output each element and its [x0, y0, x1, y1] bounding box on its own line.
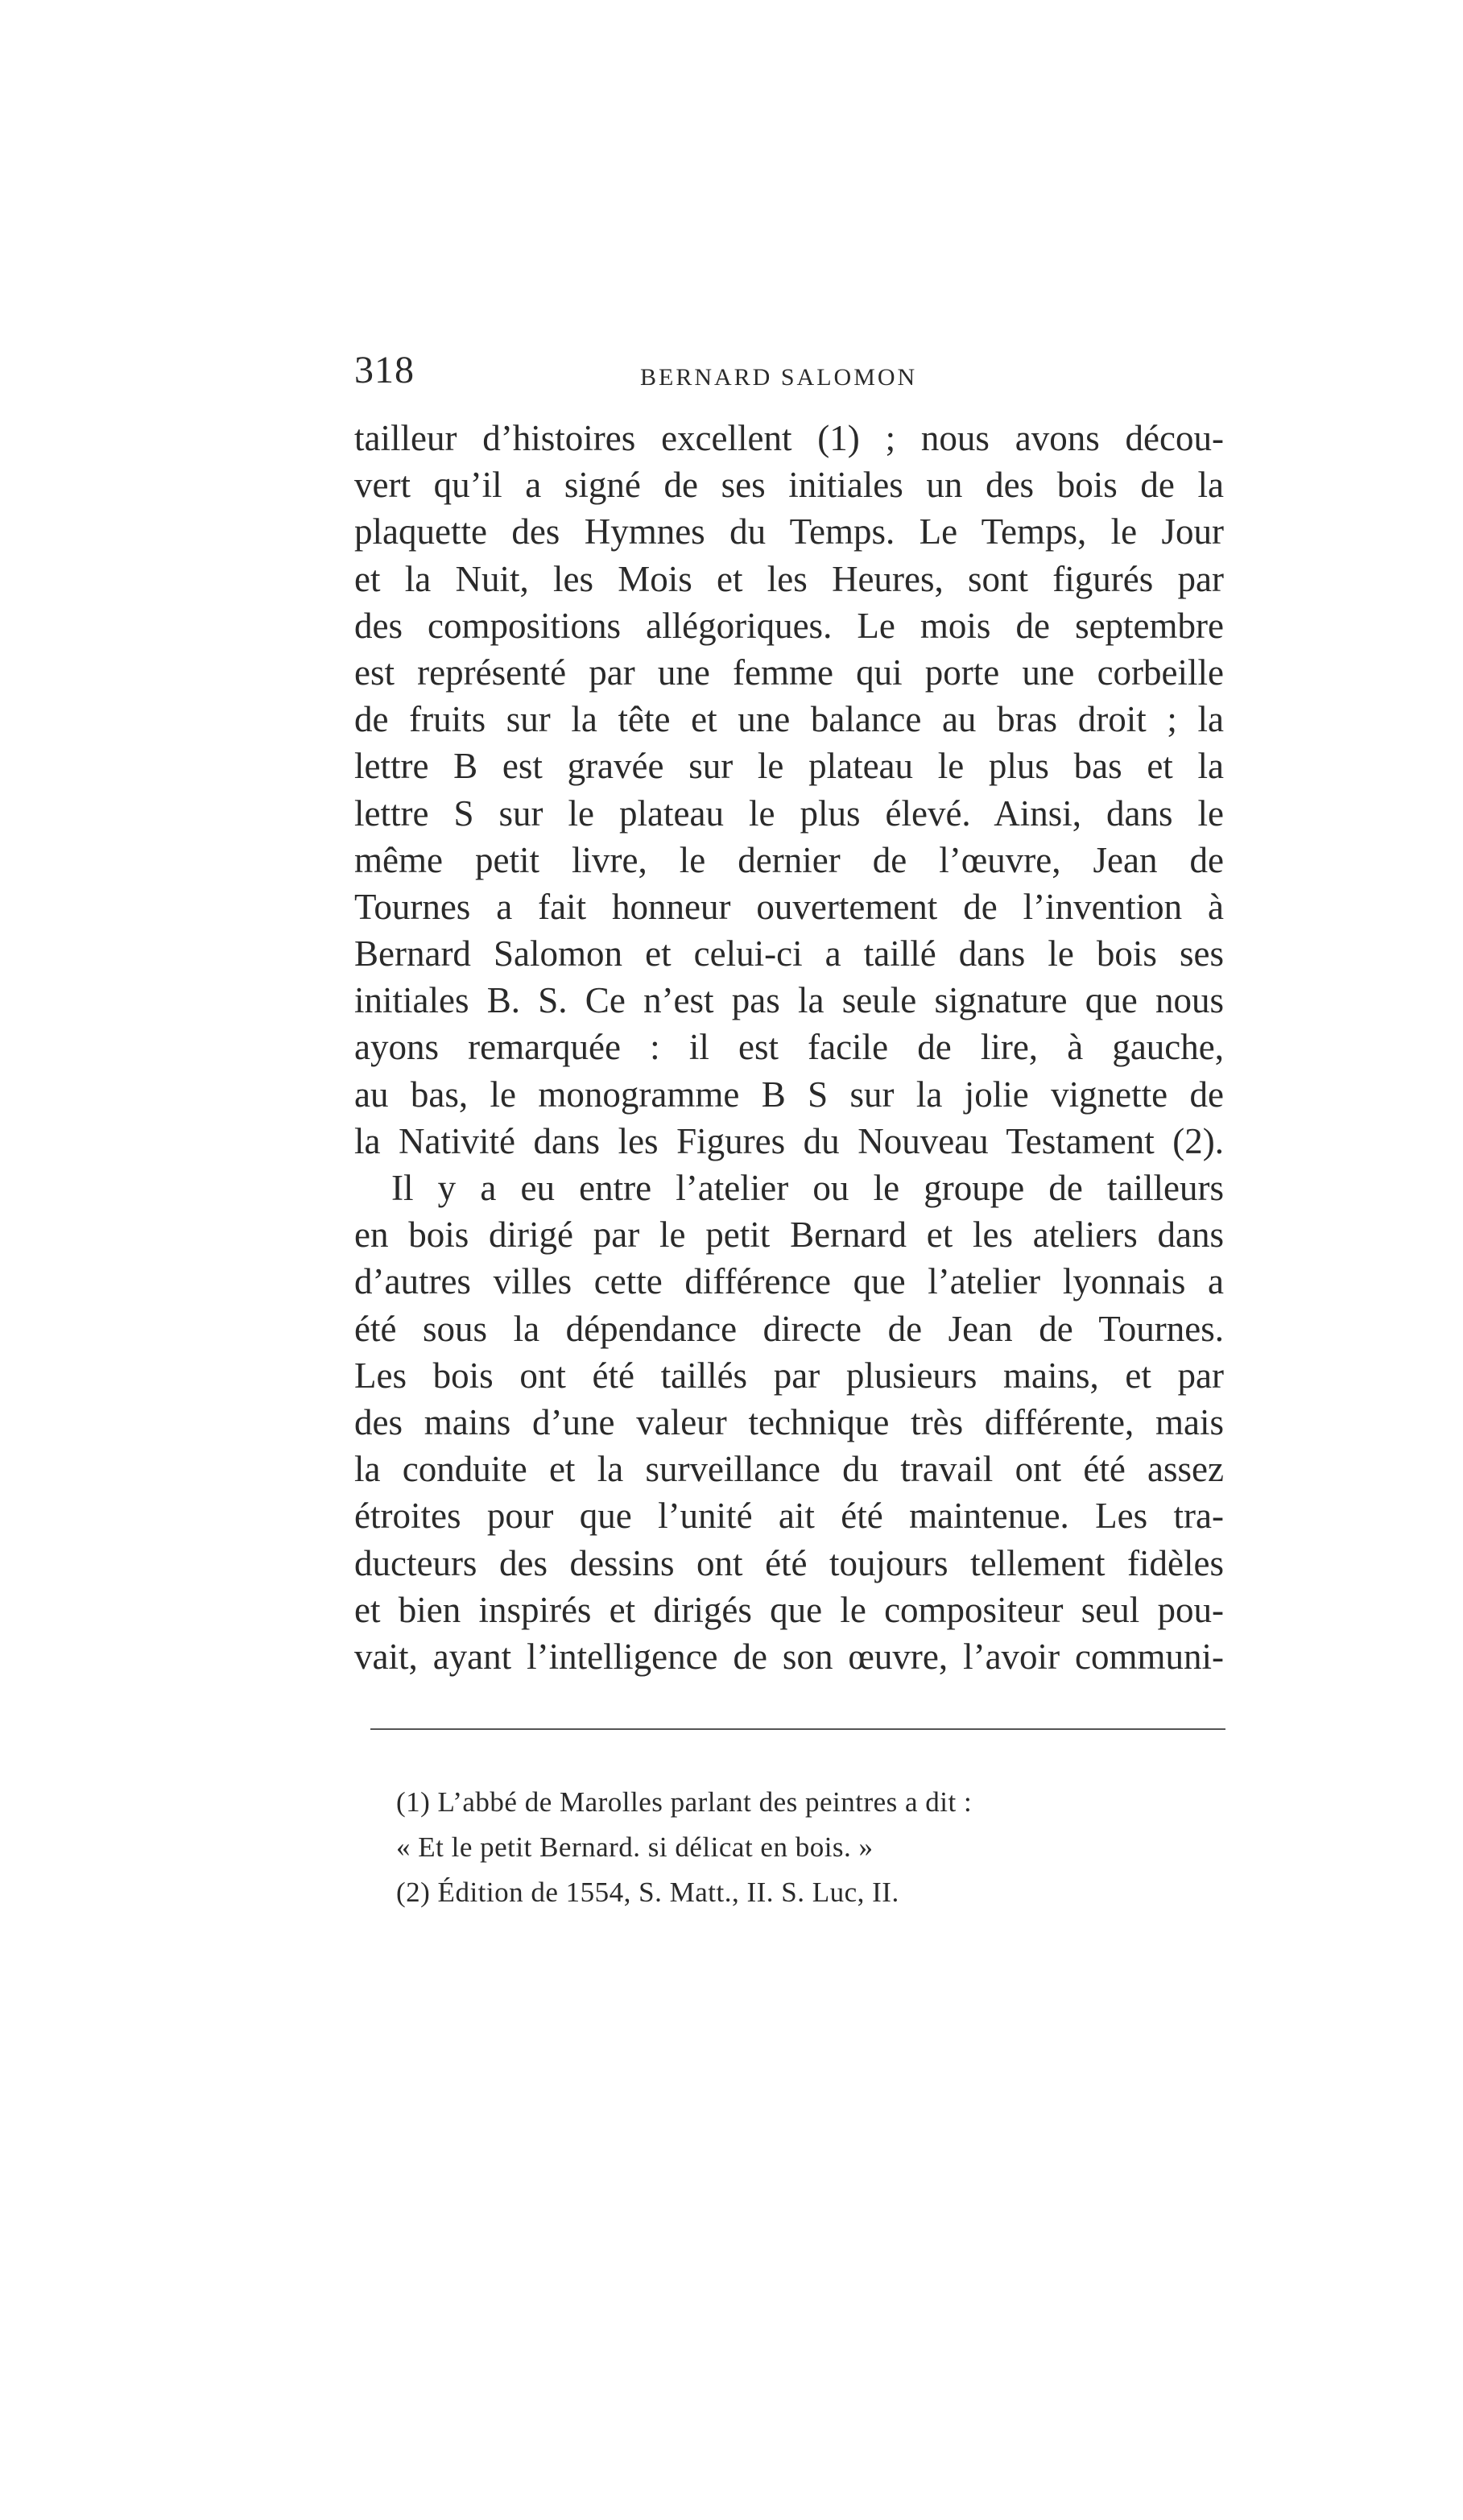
footnote-divider	[370, 1728, 1225, 1730]
text-line: la Nativité dans les Figures du Nouveau Testament (2).	[354, 1120, 1224, 1161]
body-text	[354, 415, 1224, 1680]
text-line: et bien inspirés et dirigés que le compositeur seul pou-	[354, 1589, 1224, 1630]
text-line: des compositions allégoriques. Le mois de septembre	[354, 605, 1224, 646]
text-line: de fruits sur la tête et une balance au bras droit ; la	[354, 699, 1224, 740]
footnote-2: (2) Édition de 1554, S. Matt., II. S. Luc, II.	[396, 1877, 899, 1908]
text-line: tailleur d’histoires excellent (1) ; nous avons décou-	[354, 418, 1224, 458]
text-line: est représenté par une femme qui porte une corbeille	[354, 652, 1224, 693]
text-line: Les bois ont été taillés par plusieurs mains, et par	[354, 1355, 1224, 1396]
text-line: été sous la dépendance directe de Jean de Tournes.	[354, 1308, 1224, 1349]
text-line: lettre B est gravée sur le plateau le plus bas et la	[354, 746, 1224, 787]
footnote-1-continuation: « Et le petit Bernard. si délicat en bois. »	[396, 1831, 874, 1863]
text-line: même petit livre, le dernier de l’œuvre, Jean de	[354, 839, 1224, 880]
text-line: vait, ayant l’intelligence de son œuvre, l’avoir communi-	[354, 1636, 1224, 1677]
text-line: la conduite et la surveillance du travail ont été assez	[354, 1449, 1224, 1490]
text-line: au bas, le monogramme B S sur la jolie vignette de	[354, 1074, 1224, 1115]
running-head	[354, 348, 1224, 396]
text-line: ayons remarquée : il est facile de lire, à gauche,	[354, 1027, 1224, 1068]
footnote-1: (1) L’abbé de Marolles parlant des peintres a dit :	[396, 1786, 973, 1818]
text-line: Tournes a fait honneur ouvertement de l’invention à	[354, 886, 1224, 927]
text-line: d’autres villes cette différence que l’atelier lyonnais a	[354, 1261, 1224, 1302]
text-line: vert qu’il a signé de ses initiales un des bois de la	[354, 465, 1224, 506]
text-line: des mains d’une valeur technique très différente, mais	[354, 1401, 1224, 1442]
footnotes	[396, 1780, 1201, 1915]
running-title: BERNARD SALOMON	[640, 364, 918, 391]
text-line: lettre S sur le plateau le plus élevé. Ainsi, dans le	[354, 792, 1224, 834]
text-line: en bois dirigé par le petit Bernard et les ateliers dans	[354, 1214, 1224, 1256]
text-line: Bernard Salomon et celui-ci a taillé dans le bois ses	[354, 933, 1224, 974]
text-line: étroites pour que l’unité ait été maintenue. Les tra-	[354, 1496, 1224, 1537]
text-line: initiales B. S. Ce n’est pas la seule signature que nous	[354, 980, 1224, 1021]
text-line: ducteurs des dessins ont été toujours tellement fidèles	[354, 1542, 1224, 1583]
text-line: Il y a eu entre l’atelier ou le groupe de tailleurs	[391, 1168, 1224, 1208]
text-line: et la Nuit, les Mois et les Heures, sont figurés par	[354, 558, 1224, 599]
page-number: 318	[354, 349, 415, 391]
text-line: plaquette des Hymnes du Temps. Le Temps, le Jour	[354, 511, 1224, 552]
